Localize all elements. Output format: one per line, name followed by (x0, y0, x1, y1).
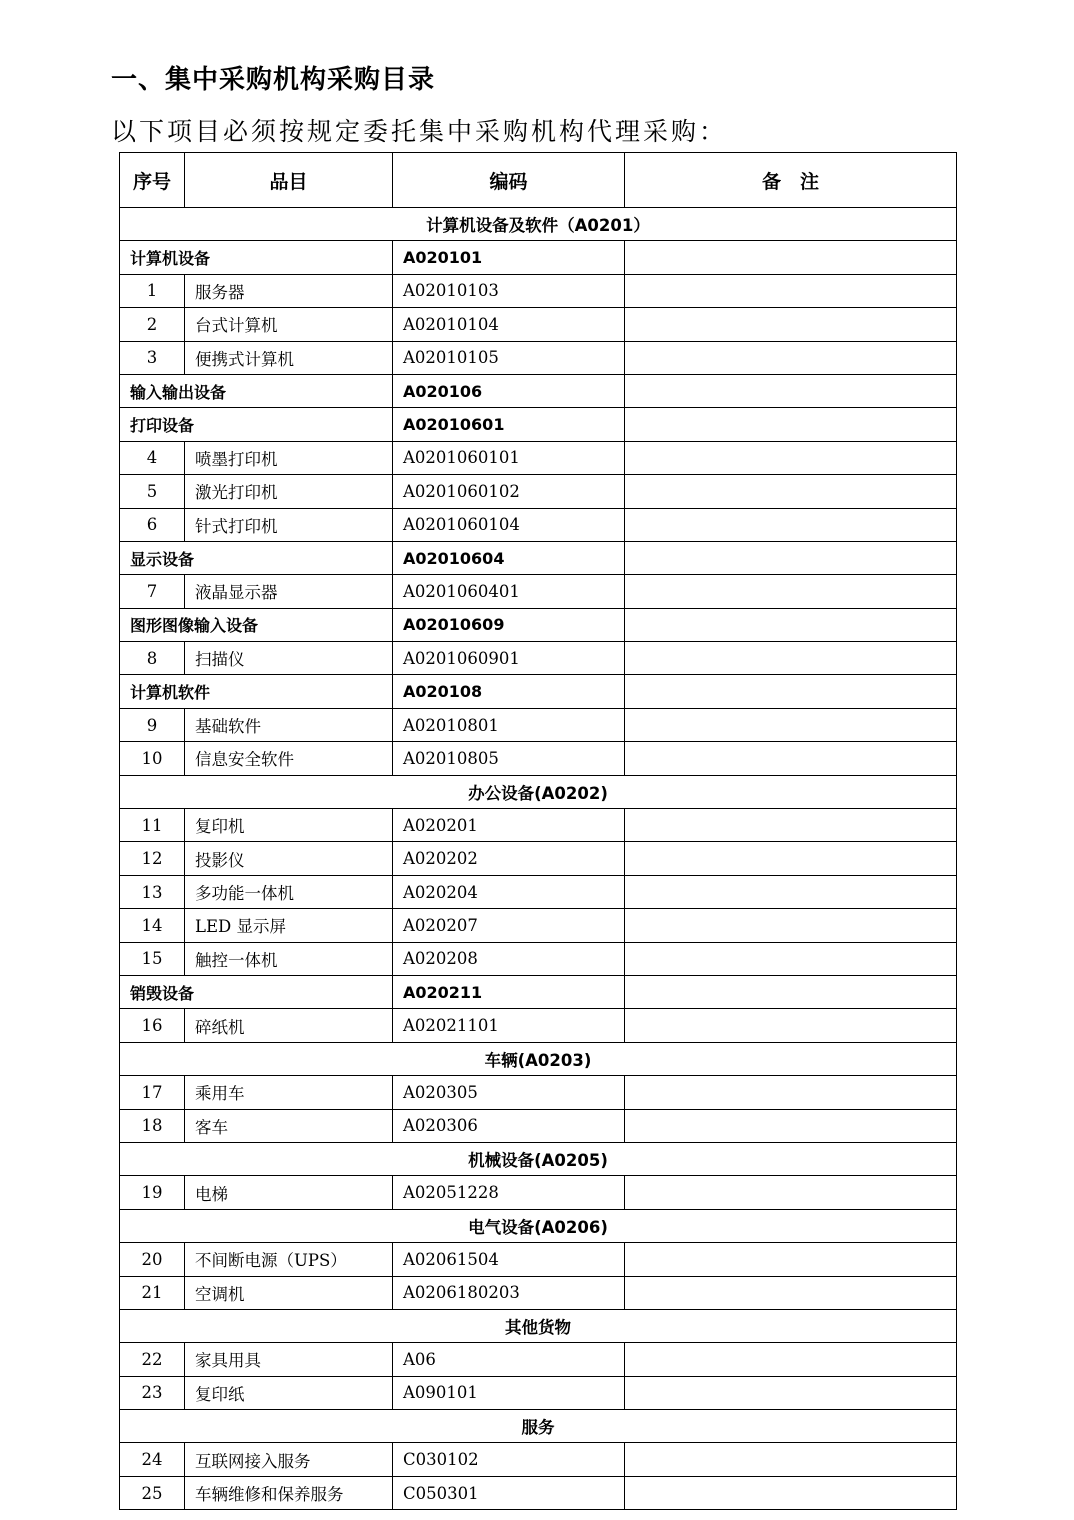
section-title: 车辆(A0203) (120, 1042, 957, 1075)
item-name: 家具用具 (185, 1343, 393, 1376)
item-code: A02021101 (393, 1009, 625, 1042)
table-row (120, 809, 957, 842)
item-code: A02010104 (393, 308, 625, 341)
group-code: A02010609 (393, 608, 625, 641)
item-remarks (625, 1343, 957, 1376)
section-row (120, 775, 957, 808)
table-row (120, 341, 957, 374)
item-remarks (625, 274, 957, 307)
section-row (120, 1309, 957, 1342)
item-name: 喷墨打印机 (185, 441, 393, 474)
group-code: A02010604 (393, 541, 625, 574)
table-row (120, 308, 957, 341)
group-code: A020108 (393, 675, 625, 708)
item-code: A090101 (393, 1376, 625, 1409)
item-code: A020306 (393, 1109, 625, 1142)
section-row (120, 1142, 957, 1175)
item-name: 乘用车 (185, 1076, 393, 1109)
group-remarks (625, 675, 957, 708)
item-name: 多功能一体机 (185, 875, 393, 908)
header-remarks: 备 注 (625, 153, 957, 208)
group-name: 显示设备 (120, 541, 393, 574)
group-name: 销毁设备 (120, 975, 393, 1008)
item-name: 碎纸机 (185, 1009, 393, 1042)
table-row (120, 742, 957, 775)
item-name: LED 显示屏 (185, 909, 393, 942)
table-row (120, 1343, 957, 1376)
item-remarks (625, 575, 957, 608)
serial-no: 7 (120, 575, 185, 608)
table-row (120, 909, 957, 942)
item-code: A0206180203 (393, 1276, 625, 1309)
item-remarks (625, 1276, 957, 1309)
group-row (120, 408, 957, 441)
item-name: 信息安全软件 (185, 742, 393, 775)
serial-no: 17 (120, 1076, 185, 1109)
table-row (120, 942, 957, 975)
group-row (120, 541, 957, 574)
section-row (120, 1042, 957, 1075)
item-name: 服务器 (185, 274, 393, 307)
item-name: 空调机 (185, 1276, 393, 1309)
item-code: A02010805 (393, 742, 625, 775)
item-remarks (625, 875, 957, 908)
page-title: 一、集中采购机构采购目录 (111, 65, 436, 95)
item-remarks (625, 809, 957, 842)
table-row (120, 1443, 957, 1476)
item-code: A0201060104 (393, 508, 625, 541)
item-remarks (625, 1176, 957, 1209)
serial-no: 10 (120, 742, 185, 775)
item-remarks (625, 942, 957, 975)
serial-no: 3 (120, 341, 185, 374)
item-remarks (625, 708, 957, 741)
group-remarks (625, 541, 957, 574)
table-row (120, 875, 957, 908)
item-name: 液晶显示器 (185, 575, 393, 608)
group-row (120, 975, 957, 1008)
group-name: 输入输出设备 (120, 374, 393, 407)
item-name: 触控一体机 (185, 942, 393, 975)
item-remarks (625, 508, 957, 541)
serial-no: 6 (120, 508, 185, 541)
serial-no: 5 (120, 475, 185, 508)
item-remarks (625, 1376, 957, 1409)
table-row (120, 1176, 957, 1209)
item-remarks (625, 308, 957, 341)
serial-no: 13 (120, 875, 185, 908)
group-code: A020106 (393, 374, 625, 407)
item-remarks (625, 909, 957, 942)
serial-no: 4 (120, 441, 185, 474)
table-body (120, 208, 957, 1510)
item-code: C030102 (393, 1443, 625, 1476)
procurement-catalog-table (119, 152, 957, 1510)
item-name: 激光打印机 (185, 475, 393, 508)
item-name: 便携式计算机 (185, 341, 393, 374)
header-code: 编码 (393, 153, 625, 208)
item-name: 电梯 (185, 1176, 393, 1209)
section-title: 办公设备(A0202) (120, 775, 957, 808)
table-row (120, 575, 957, 608)
item-remarks (625, 475, 957, 508)
item-name: 不间断电源（UPS） (185, 1243, 393, 1276)
item-code: A020204 (393, 875, 625, 908)
item-code: A02061504 (393, 1243, 625, 1276)
item-name: 复印纸 (185, 1376, 393, 1409)
group-row (120, 241, 957, 274)
group-name: 图形图像输入设备 (120, 608, 393, 641)
item-name: 针式打印机 (185, 508, 393, 541)
group-name: 打印设备 (120, 408, 393, 441)
serial-no: 16 (120, 1009, 185, 1042)
item-code: A0201060901 (393, 642, 625, 675)
group-row (120, 374, 957, 407)
item-remarks (625, 642, 957, 675)
table-row (120, 1009, 957, 1042)
item-remarks (625, 1076, 957, 1109)
header-item: 品目 (185, 153, 393, 208)
serial-no: 18 (120, 1109, 185, 1142)
group-remarks (625, 608, 957, 641)
item-name: 客车 (185, 1109, 393, 1142)
table-row (120, 1109, 957, 1142)
serial-no: 9 (120, 708, 185, 741)
item-code: A02051228 (393, 1176, 625, 1209)
group-code: A020211 (393, 975, 625, 1008)
serial-no: 1 (120, 274, 185, 307)
table-row (120, 1076, 957, 1109)
group-row (120, 608, 957, 641)
item-code: A02010103 (393, 274, 625, 307)
group-remarks (625, 975, 957, 1008)
item-code: A020201 (393, 809, 625, 842)
table-row (120, 1243, 957, 1276)
table-row (120, 475, 957, 508)
item-code: A020208 (393, 942, 625, 975)
item-name: 互联网接入服务 (185, 1443, 393, 1476)
table-header-row (120, 153, 957, 208)
page-subtitle: 以下项目必须按规定委托集中采购机构代理采购： (111, 117, 728, 146)
serial-no: 20 (120, 1243, 185, 1276)
serial-no: 25 (120, 1476, 185, 1509)
item-code: A02010105 (393, 341, 625, 374)
item-remarks (625, 842, 957, 875)
item-name: 车辆维修和保养服务 (185, 1476, 393, 1509)
item-name: 基础软件 (185, 708, 393, 741)
item-code: A020207 (393, 909, 625, 942)
table-row (120, 1276, 957, 1309)
table-row (120, 274, 957, 307)
item-remarks (625, 742, 957, 775)
header-serial-no: 序号 (120, 153, 185, 208)
item-code: A0201060401 (393, 575, 625, 608)
item-remarks (625, 1009, 957, 1042)
serial-no: 15 (120, 942, 185, 975)
table-row (120, 1376, 957, 1409)
group-remarks (625, 241, 957, 274)
section-title: 其他货物 (120, 1309, 957, 1342)
serial-no: 21 (120, 1276, 185, 1309)
item-remarks (625, 341, 957, 374)
item-name: 复印机 (185, 809, 393, 842)
section-row (120, 1410, 957, 1443)
table-row (120, 842, 957, 875)
item-name: 台式计算机 (185, 308, 393, 341)
item-remarks (625, 1243, 957, 1276)
section-title: 机械设备(A0205) (120, 1142, 957, 1175)
item-name: 扫描仪 (185, 642, 393, 675)
section-row (120, 208, 957, 241)
serial-no: 11 (120, 809, 185, 842)
item-code: C050301 (393, 1476, 625, 1509)
item-code: A0201060102 (393, 475, 625, 508)
table-row (120, 508, 957, 541)
group-name: 计算机设备 (120, 241, 393, 274)
item-name: 投影仪 (185, 842, 393, 875)
section-title: 服务 (120, 1410, 957, 1443)
table-row (120, 441, 957, 474)
serial-no: 2 (120, 308, 185, 341)
item-code: A020305 (393, 1076, 625, 1109)
item-code: A06 (393, 1343, 625, 1376)
serial-no: 24 (120, 1443, 185, 1476)
table-row (120, 642, 957, 675)
table-row (120, 1476, 957, 1509)
group-code: A020101 (393, 241, 625, 274)
item-code: A020202 (393, 842, 625, 875)
section-title: 计算机设备及软件（A0201） (120, 208, 957, 241)
section-title: 电气设备(A0206) (120, 1209, 957, 1242)
item-remarks (625, 441, 957, 474)
group-remarks (625, 374, 957, 407)
serial-no: 12 (120, 842, 185, 875)
serial-no: 23 (120, 1376, 185, 1409)
section-row (120, 1209, 957, 1242)
serial-no: 8 (120, 642, 185, 675)
serial-no: 19 (120, 1176, 185, 1209)
group-row (120, 675, 957, 708)
item-remarks (625, 1476, 957, 1509)
item-code: A02010801 (393, 708, 625, 741)
serial-no: 22 (120, 1343, 185, 1376)
serial-no: 14 (120, 909, 185, 942)
group-name: 计算机软件 (120, 675, 393, 708)
group-code: A02010601 (393, 408, 625, 441)
item-remarks (625, 1109, 957, 1142)
group-remarks (625, 408, 957, 441)
item-remarks (625, 1443, 957, 1476)
table-row (120, 708, 957, 741)
item-code: A0201060101 (393, 441, 625, 474)
